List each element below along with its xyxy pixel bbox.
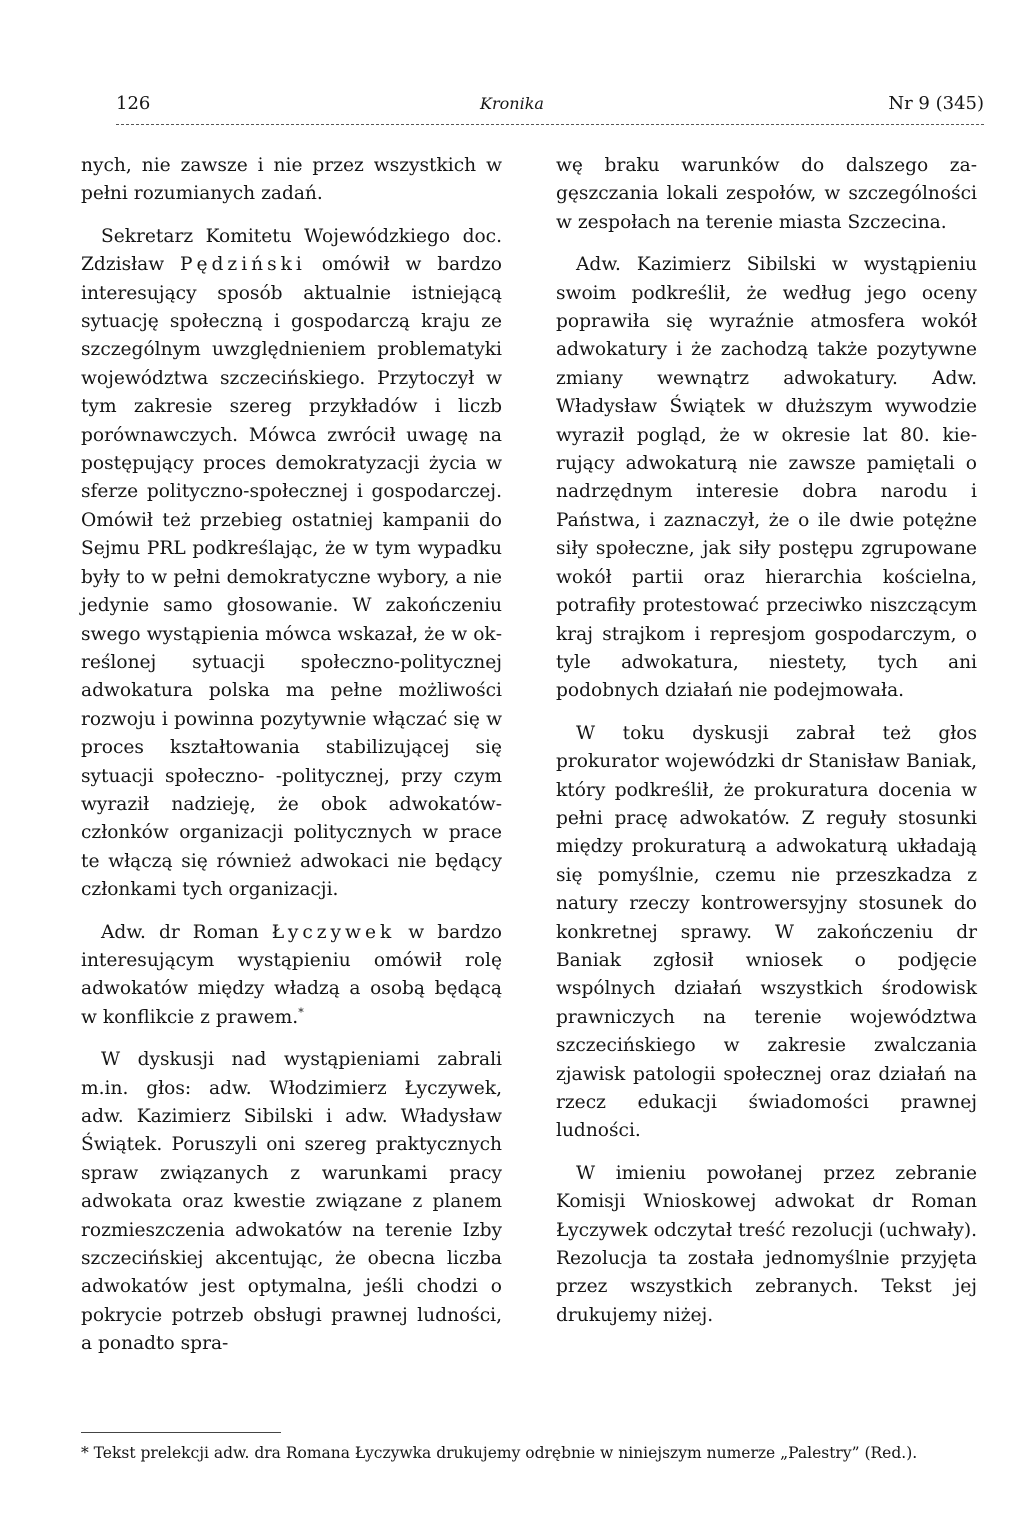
issue-number: Nr 9 (345) bbox=[888, 93, 984, 114]
spaced-name: Łyczywek bbox=[271, 921, 396, 943]
paragraph: Adw. Kazimierz Sibilski w wystąpieniu swoim podkreślił, że według jego oceny poprawiła się wyraźnie atmosfera wokół adwokatury i że zachodzą także pozytywne zmiany wewnątrz adwokatury. Adw. Władysław Świątek w dłuższym wywodzie wyraził pogląd, że w okresie lat 80. kierujący adwokaturą nie zawsze pamiętali o nadrzędnym interesie dobra narodu i Państwa, i zaznaczył, że o ile dwie potężne siły społeczne, jak siły postępu zgrupowane wokół partii oraz hierarchia kościelna, potrafiły protestować przeciwko niszczącym kraj strajkom i represjom gospodarczym, o tyle adwokatura, niestety, tych ani podobnych działań nie podejmowała. bbox=[556, 254, 977, 702]
paragraph: nych, nie zawsze i nie przez wszystkich w pełni rozumianych zadań. bbox=[81, 155, 502, 205]
paragraph: W dyskusji nad wystąpieniami zabrali m.in. głos: adw. Włodzimierz Łyczywek, adw. Kazimierz Sibilski i adw. Władysław Świątek. Poruszyli oni szereg praktycznych spraw związanych z warunkami pracy adwokata oraz kwestie związane z planem rozmieszczenia adwokatów na terenie Izby szczecińskiej akcentując, że obecna liczba adwokatów jest optymalna, jeśli chodzi o pokrycie potrzeb obsługi prawnej ludności, a ponadto spra- bbox=[81, 1049, 502, 1355]
footnote: * Tekst prelekcji adw. dra Romana Łyczywka drukujemy odrębnie w niniejszym numerze „Palestry” (Red.). bbox=[81, 1444, 918, 1462]
footnote-marker: * bbox=[298, 1005, 304, 1019]
paragraph: wę braku warunków do dalszego zagęszczania lokali zespołów, w szczególności w zespołach na terenie miasta Szczecina. bbox=[556, 155, 977, 233]
paragraph bbox=[81, 919, 502, 1033]
right-column bbox=[556, 152, 977, 1330]
text-run: Sekretarz Komitetu Wojewódzkiego doc. Zdzisław bbox=[81, 225, 502, 276]
running-title: Kronika bbox=[480, 94, 544, 113]
text-run: w bardzo interesującym wystąpieniu omówił rolę adwokatów między władzą a osobą będącą w konflikcie z prawem. bbox=[81, 921, 502, 1028]
text-run: omówił w bardzo interesujący sposób aktualnie istniejącą sytuację społeczną i gospodarczą kraju ze szczególnym uwzględnieniem problematyki województwa szczecińskiego. Przytoczył w tym zakresie szereg przykładów i liczb porównawczych. Mówca zwrócił uwagę na postępujący proces demokratyzacji życia w sferze polityczno-społecznej i gospodarczej. Omówił też przebieg ostatniej kampanii do Sejmu PRL podkreślając, że w tym wypadku były to w pełni demokratyczne wybory, a nie jedynie samo głosowanie. W zakończeniu swego wystąpienia mówca wskazał, że w określonej sytuacji społeczno-politycznej adwokatura polska ma pełne możliwości rozwoju i powinna pozytywnie włączać się w proces kształtowania stabilizującej się sytuacji społeczno- -politycznej, przy czym wyraził nadzieję, że obok adwokatów-członków organizacji politycznych w prace te włączą się również adwokaci nie będący członkami tych organizacji. bbox=[81, 254, 503, 901]
header-divider bbox=[116, 124, 984, 125]
paragraph: W imieniu powołanej przez zebranie Komisji Wnioskowej adwokat dr Roman Łyczywek odczytał treść rezolucji (uchwały). Rezolucja ta została jednomyślnie przyjęta przez wszystkich zebranych. Tekst jej drukujemy niżej. bbox=[556, 1162, 977, 1326]
text-run: Adw. dr Roman bbox=[101, 921, 272, 943]
left-column bbox=[81, 152, 502, 1359]
footnote-divider bbox=[81, 1432, 281, 1433]
paragraph bbox=[81, 223, 502, 905]
page-number: 126 bbox=[116, 93, 151, 114]
spaced-name: Pędziński bbox=[179, 254, 306, 276]
paragraph: W toku dyskusji zabrał też głos prokurator wojewódzki dr Stanisław Baniak, który podkreślił, że prokuratura docenia w pełni pracę adwokatów. Z reguły stosunki między prokuraturą a adwokaturą układają się pomyślnie, czemu nie przeszkadza z natury rzeczy kontrowersyjny stosunek do konkretnej sprawy. W zakończeniu dr Baniak zgłosił wniosek o podjęcie wspólnych działań wszystkich środowisk prawniczych na terenie województwa szczecińskiego w zakresie zwalczania zjawisk patologii społecznej oraz działań na rzecz edukacji świadomości prawnej ludności. bbox=[556, 722, 977, 1142]
